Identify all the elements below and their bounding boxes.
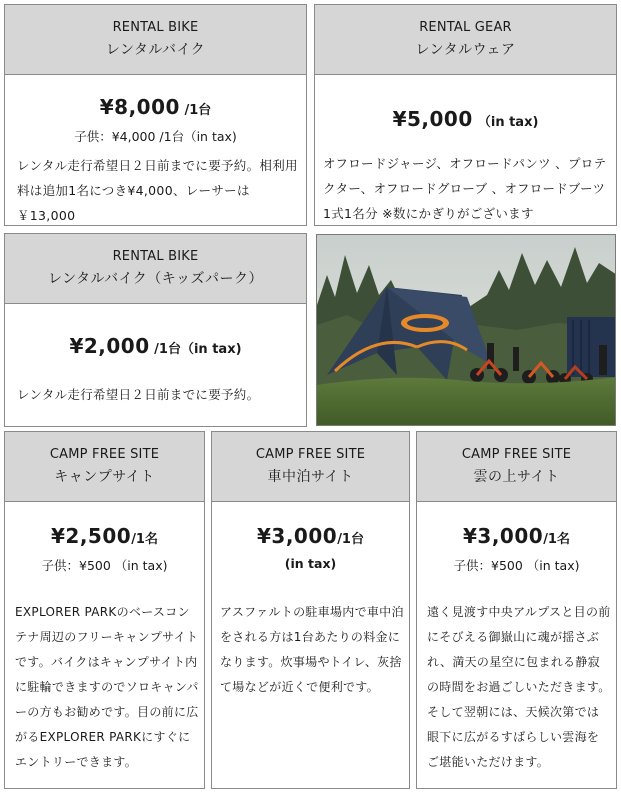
rental-bike-card [4, 4, 307, 226]
car-site-tax: (in tax) [284, 556, 337, 571]
rental-gear-jp-title: レンタルウェア [415, 41, 516, 58]
camp-site-card [4, 431, 205, 789]
car-site-jp-title: 車中泊サイト [267, 468, 354, 485]
rental-gear-price-row [315, 107, 616, 131]
rental-kids-tax: （in tax) [180, 342, 242, 357]
campsite-photo-illustration [317, 235, 616, 426]
rental-gear-header [315, 5, 616, 75]
cloud-site-child-price: 子供：¥500 （in tax) [453, 558, 580, 573]
camp-site-description: EXPLORER PARKのベースコンテナ周辺のフリーキャンプサイトです。バイクはキャンプサイト内に駐輪できますのでソロキャンパーの方もお勧めです。目の前に広がるEXPLORER PARKにすぐにエントリーできます。 [15, 605, 199, 769]
camp-site-header [5, 432, 204, 502]
car-site-price-row [212, 524, 409, 548]
car-site-description: アスファルトの駐車場内で車中泊をされる方は1台あたりの料金になります。炊事場やトイレ、灰捨て場などが近くで便利です。 [220, 605, 404, 694]
car-site-en-title: CAMP FREE SITE [255, 446, 366, 462]
cloud-site-price-row [417, 524, 616, 548]
rental-kids-description: レンタル走行希望日２日前までに要予約。 [17, 387, 260, 402]
rental-bike-jp-title: レンタルバイク [105, 41, 206, 58]
camp-site-child-price: 子供：¥500 （in tax) [41, 558, 168, 573]
rental-gear-description: オフロードジャージ、オフロードパンツ 、プロテクター、オフロードグローブ 、オフロードブーツ1式1名分 ※数にかぎりがございます [323, 156, 607, 221]
rental-bike-header [5, 5, 306, 75]
rental-kids-card [4, 233, 307, 427]
camp-site-unit: /1名 [131, 532, 158, 547]
rental-gear-card [314, 4, 617, 226]
campsite-photo [316, 234, 616, 426]
rental-kids-en-title: RENTAL BIKE [112, 248, 199, 264]
rental-bike-unit: /1台 [179, 103, 212, 118]
camp-site-price-row [5, 524, 204, 548]
cloud-site-unit: /1名 [543, 532, 570, 547]
car-site-header [212, 432, 409, 502]
rental-bike-child-price: 子供：¥4,000 /1台（in tax) [74, 129, 237, 144]
rental-kids-price-row [5, 334, 306, 358]
rental-bike-price-row [5, 95, 306, 119]
rental-bike-price: ¥8,000 [99, 95, 180, 119]
cloud-site-jp-title: 雲の上サイト [473, 468, 560, 485]
rental-gear-en-title: RENTAL GEAR [419, 19, 512, 35]
cloud-site-price: ¥3,000 [463, 524, 544, 548]
rental-kids-jp-title: レンタルバイク（キッズパーク） [47, 270, 264, 287]
cloud-site-en-title: CAMP FREE SITE [461, 446, 572, 462]
camp-site-en-title: CAMP FREE SITE [49, 446, 160, 462]
rental-bike-en-title: RENTAL BIKE [112, 19, 199, 35]
rental-bike-description: レンタル走行希望日２日前までに要予約。相利用料は追加1名につき¥4,000、レーサーは￥13,000 [17, 158, 298, 223]
camp-site-price: ¥2,500 [51, 524, 132, 548]
car-site-card [211, 431, 410, 789]
cloud-site-card [416, 431, 617, 789]
car-site-unit: /1台 [337, 532, 364, 547]
cloud-site-header [417, 432, 616, 502]
rental-kids-unit: /1台 [149, 342, 181, 357]
rental-gear-tax: （in tax) [477, 115, 539, 130]
rental-kids-price: ¥2,000 [69, 334, 150, 358]
rental-gear-price: ¥5,000 [392, 107, 473, 131]
rental-kids-header [5, 234, 306, 304]
car-site-price: ¥3,000 [257, 524, 338, 548]
camp-site-jp-title: キャンプサイト [54, 468, 155, 485]
cloud-site-description: 遠く見渡す中央アルプスと目の前にそびえる御嶽山に魂が揺さぶれ、満天の星空に包まれる静寂の時間をお過ごしいただきます。そして翌朝には、天候次第では眼下に広がるすばらしい雲海をご堪能いただけます。 [427, 605, 611, 769]
